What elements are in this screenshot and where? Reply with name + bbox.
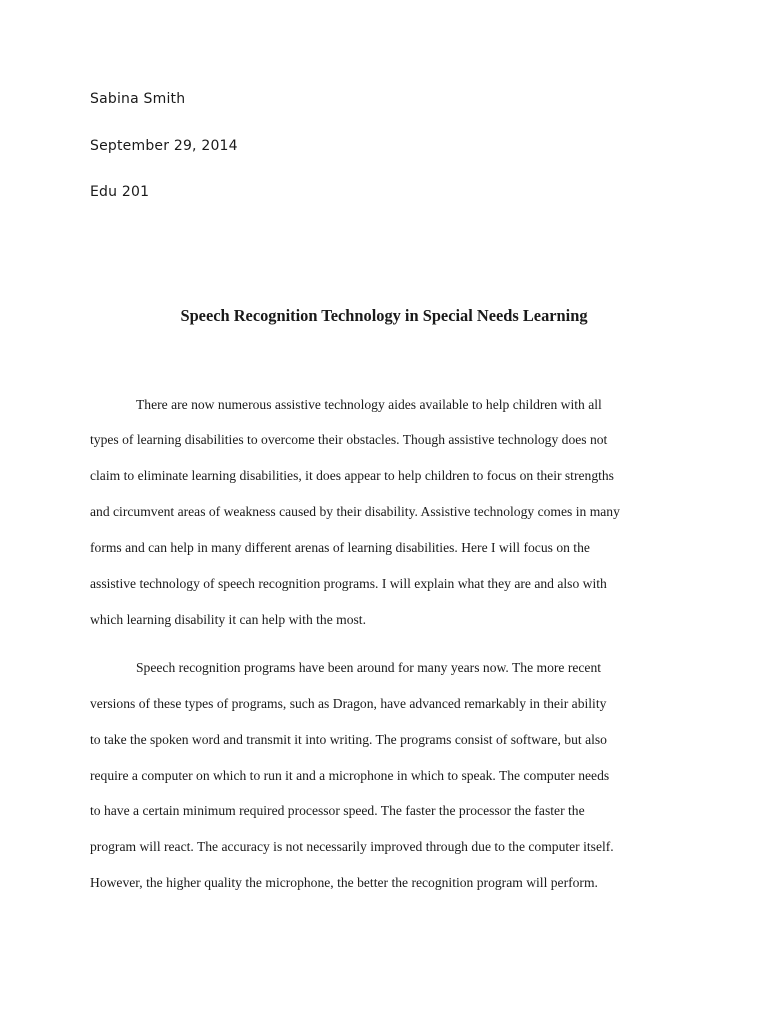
author-name: Sabina Smith xyxy=(90,91,186,107)
paragraph-1-line: forms and can help in many different arenas of learning disabilities. Here I will focus on the xyxy=(90,540,590,555)
paragraph-2-line: program will react. The accuracy is not necessarily improved through due to the computer itself. xyxy=(90,839,614,854)
document-date: September 29, 2014 xyxy=(90,138,238,154)
paragraph-2-line: Speech recognition programs have been around for many years now. The more recent xyxy=(136,660,602,675)
paragraph-1-line: and circumvent areas of weakness caused by their disability. Assistive technology comes in many xyxy=(90,504,620,519)
paragraph-1-line: claim to eliminate learning disabilities, it does appear to help children to focus on their strengths xyxy=(90,468,614,483)
paragraph-2-line: However, the higher quality the microphone, the better the recognition program will perform. xyxy=(90,875,598,890)
document-title: Speech Recognition Technology in Special Needs Learning xyxy=(180,306,588,325)
paragraph-1-line: which learning disability it can help with the most. xyxy=(90,612,366,627)
paragraph-2-line: to take the spoken word and transmit it into writing. The programs consist of software, but also xyxy=(90,732,607,747)
paragraph-1-line: assistive technology of speech recognition programs. I will explain what they are and also with xyxy=(90,576,607,591)
paragraph-1-line: There are now numerous assistive technology aides available to help children with all xyxy=(136,397,602,412)
paragraph-2-line: to have a certain minimum required processor speed. The faster the processor the faster the xyxy=(90,803,585,818)
paragraph-2-line: versions of these types of programs, such as Dragon, have advanced remarkably in their ability xyxy=(90,696,607,711)
paragraph-1-line: types of learning disabilities to overcome their obstacles. Though assistive technology does not xyxy=(90,432,608,447)
paragraph-2-line: require a computer on which to run it and a microphone in which to speak. The computer needs xyxy=(90,768,610,783)
course-code: Edu 201 xyxy=(90,184,150,200)
